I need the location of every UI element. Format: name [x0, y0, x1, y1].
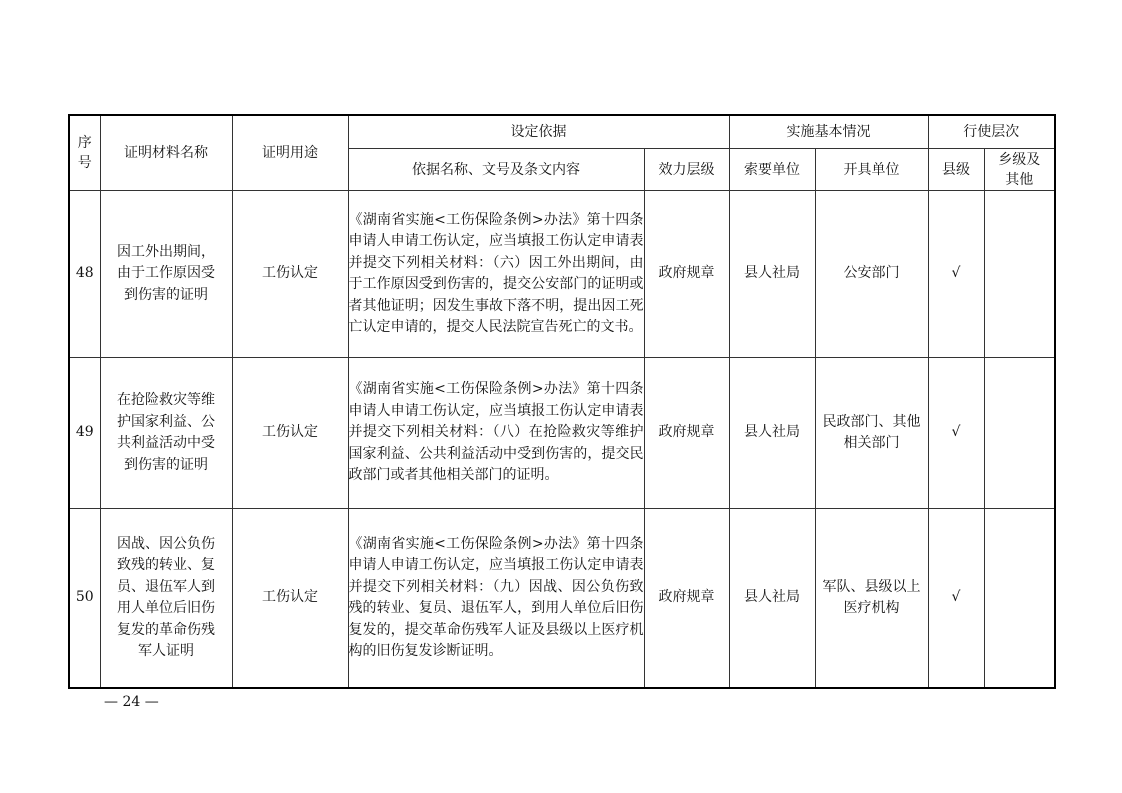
row-county-check: √ [928, 358, 984, 509]
header-township-other: 乡级及其他 [984, 149, 1055, 191]
row-seq: 50 [69, 509, 100, 689]
row-effect-level: 政府规章 [644, 358, 729, 509]
row-basis: 《湖南省实施<工伤保险条例>办法》第十四条 申请人申请工伤认定，应当填报工伤认定申请表并提交下列相关材料：（九）因战、因公负伤致残的转业、复员、退伍军人，到用人单位后旧伤复发的，提交革命伤残军人证及县级以上医疗机构的旧伤复发诊断证明。 [348, 509, 644, 689]
row-issuing-unit: 民政部门、其他相关部门 [815, 358, 928, 509]
table-row [69, 191, 1055, 358]
row-county-check: √ [928, 191, 984, 358]
header-basis-content: 依据名称、文号及条文内容 [348, 149, 644, 191]
row-material-name: 因战、因公负伤致残的转业、复员、退伍军人到用人单位后旧伤复发的革命伤残军人证明 [100, 509, 232, 689]
row-basis: 《湖南省实施<工伤保险条例>办法》第十四条 申请人申请工伤认定，应当填报工伤认定申请表并提交下列相关材料：（八）在抢险救灾等维护国家利益、公共利益活动中受到伤害的，提交民政部门或者其他相关部门的证明。 [348, 358, 644, 509]
row-purpose: 工伤认定 [232, 509, 348, 689]
row-material-name: 因工外出期间，由于工作原因受到伤害的证明 [100, 191, 232, 358]
header-effect-level: 效力层级 [644, 149, 729, 191]
row-county-check: √ [928, 509, 984, 689]
row-effect-level: 政府规章 [644, 509, 729, 689]
row-requesting-unit: 县人社局 [729, 191, 815, 358]
row-effect-level: 政府规章 [644, 191, 729, 358]
row-basis: 《湖南省实施<工伤保险条例>办法》第十四条 申请人申请工伤认定，应当填报工伤认定申请表并提交下列相关材料：（六）因工外出期间，由于工作原因受到伤害的，提交公安部门的证明或者其他证明；因发生事故下落不明，提出因工死亡认定申请的，提交人民法院宣告死亡的文书。 [348, 191, 644, 358]
row-township [984, 358, 1055, 509]
row-purpose: 工伤认定 [232, 358, 348, 509]
header-implementation-group: 实施基本情况 [729, 115, 928, 149]
header-material-name: 证明材料名称 [100, 115, 232, 191]
page-number: — 24 — [104, 694, 159, 710]
certification-table [68, 114, 1056, 689]
header-exercise-group: 行使层次 [928, 115, 1055, 149]
header-requesting-unit: 索要单位 [729, 149, 815, 191]
header-seq: 序号 [69, 115, 100, 191]
row-seq: 49 [69, 358, 100, 509]
row-issuing-unit: 公安部门 [815, 191, 928, 358]
row-township [984, 509, 1055, 689]
header-basis-group: 设定依据 [348, 115, 729, 149]
row-requesting-unit: 县人社局 [729, 509, 815, 689]
table-row [69, 358, 1055, 509]
row-requesting-unit: 县人社局 [729, 358, 815, 509]
row-township [984, 191, 1055, 358]
header-purpose: 证明用途 [232, 115, 348, 191]
row-seq: 48 [69, 191, 100, 358]
header-issuing-unit: 开具单位 [815, 149, 928, 191]
row-purpose: 工伤认定 [232, 191, 348, 358]
header-row-1 [69, 115, 1055, 149]
row-issuing-unit: 军队、县级以上医疗机构 [815, 509, 928, 689]
header-county-level: 县级 [928, 149, 984, 191]
table-row [69, 509, 1055, 689]
row-material-name: 在抢险救灾等维护国家利益、公共利益活动中受到伤害的证明 [100, 358, 232, 509]
